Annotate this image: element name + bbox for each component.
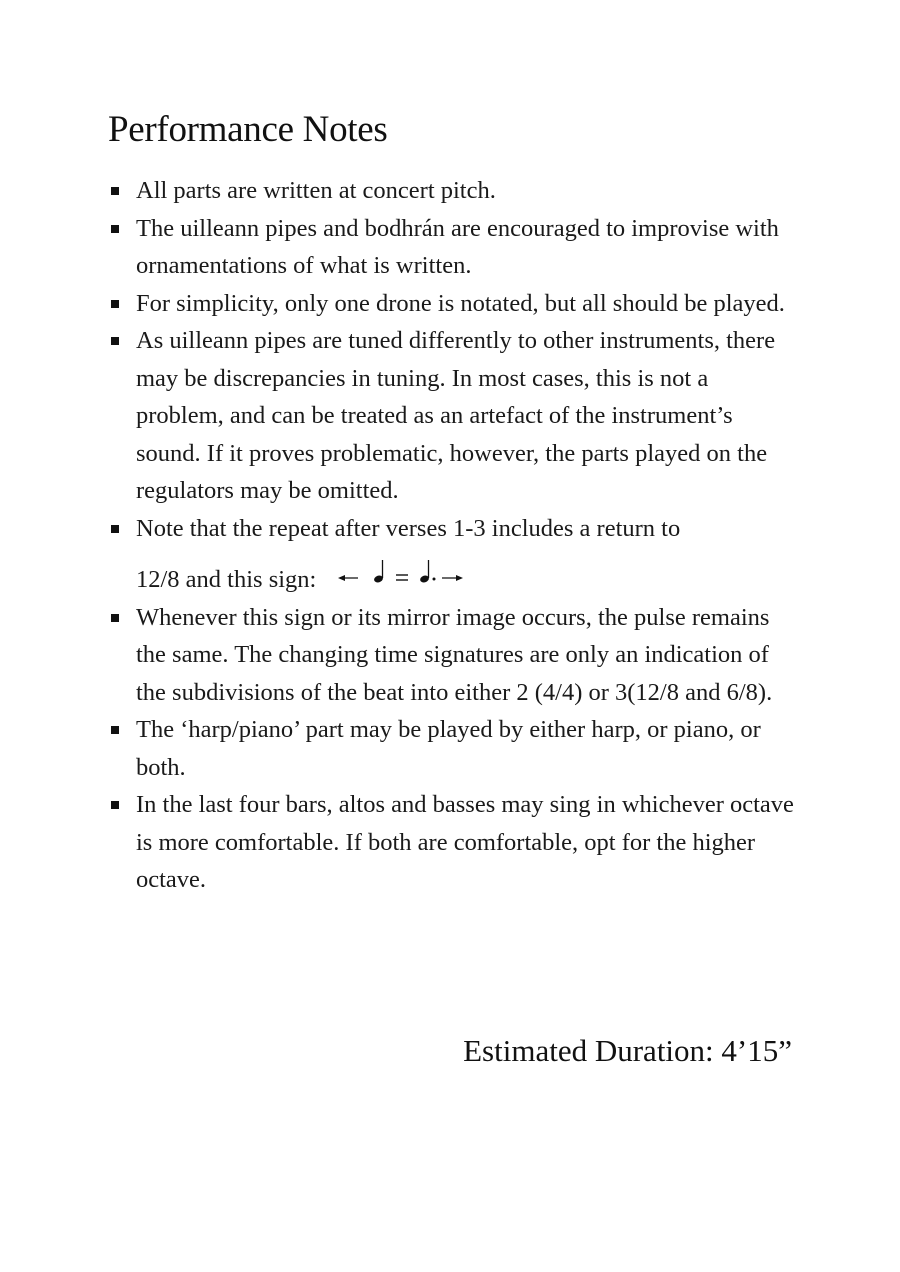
list-item: [108, 322, 798, 510]
bullet-icon: [111, 300, 119, 308]
note-text: For simplicity, only one drone is notated, but all should be played.: [136, 289, 785, 317]
note-text: In the last four bars, altos and basses may sing in whichever octave is more comfortable. If both are comfortable, opt for the higher octave.: [136, 791, 794, 893]
bullet-icon: [111, 187, 119, 195]
page-title: Performance Notes: [108, 109, 388, 150]
list-item: [108, 285, 798, 323]
list-item: [108, 210, 798, 285]
list-item: [108, 599, 798, 712]
note-text: The ‘harp/piano’ part may be played by either harp, or piano, or both.: [136, 716, 761, 781]
metric-modulation-quarter-equals-dotted-quarter-icon: [336, 559, 466, 585]
bullet-icon: [111, 525, 119, 533]
sign-line: [136, 559, 798, 599]
estimated-duration: Estimated Duration: 4’15”: [463, 1033, 792, 1068]
bullet-icon: [111, 726, 119, 734]
performance-notes-list: [108, 172, 798, 899]
bullet-icon: [111, 614, 119, 622]
list-item: [108, 172, 798, 210]
bullet-icon: [111, 337, 119, 345]
note-text: Whenever this sign or its mirror image occurs, the pulse remains the same. The changing time signatures are only an indication of the subdivisions of the beat into either 2 (4/4) or 3(12/8 and 6/8).: [136, 603, 773, 706]
bullet-icon: [111, 801, 119, 809]
list-item: [108, 711, 798, 786]
note-text: As uilleann pipes are tuned differently to other instruments, there may be discrepancies in tuning. In most cases, this is not a problem, and can be treated as an artefact of the instrument’s sound. If it proves problematic, however, the parts played on the regulators may be omitted.: [136, 327, 776, 504]
note-text: Note that the repeat after verses 1-3 includes a return to: [136, 514, 681, 542]
note-text: All parts are written at concert pitch.: [136, 177, 496, 204]
list-item: [108, 786, 798, 899]
note-text: The uilleann pipes and bodhrán are encouraged to improvise with ornamentations of what is written.: [136, 214, 779, 279]
list-item: [108, 510, 798, 599]
bullet-icon: [111, 225, 119, 233]
sign-line-text: 12/8 and this sign:: [136, 566, 317, 593]
